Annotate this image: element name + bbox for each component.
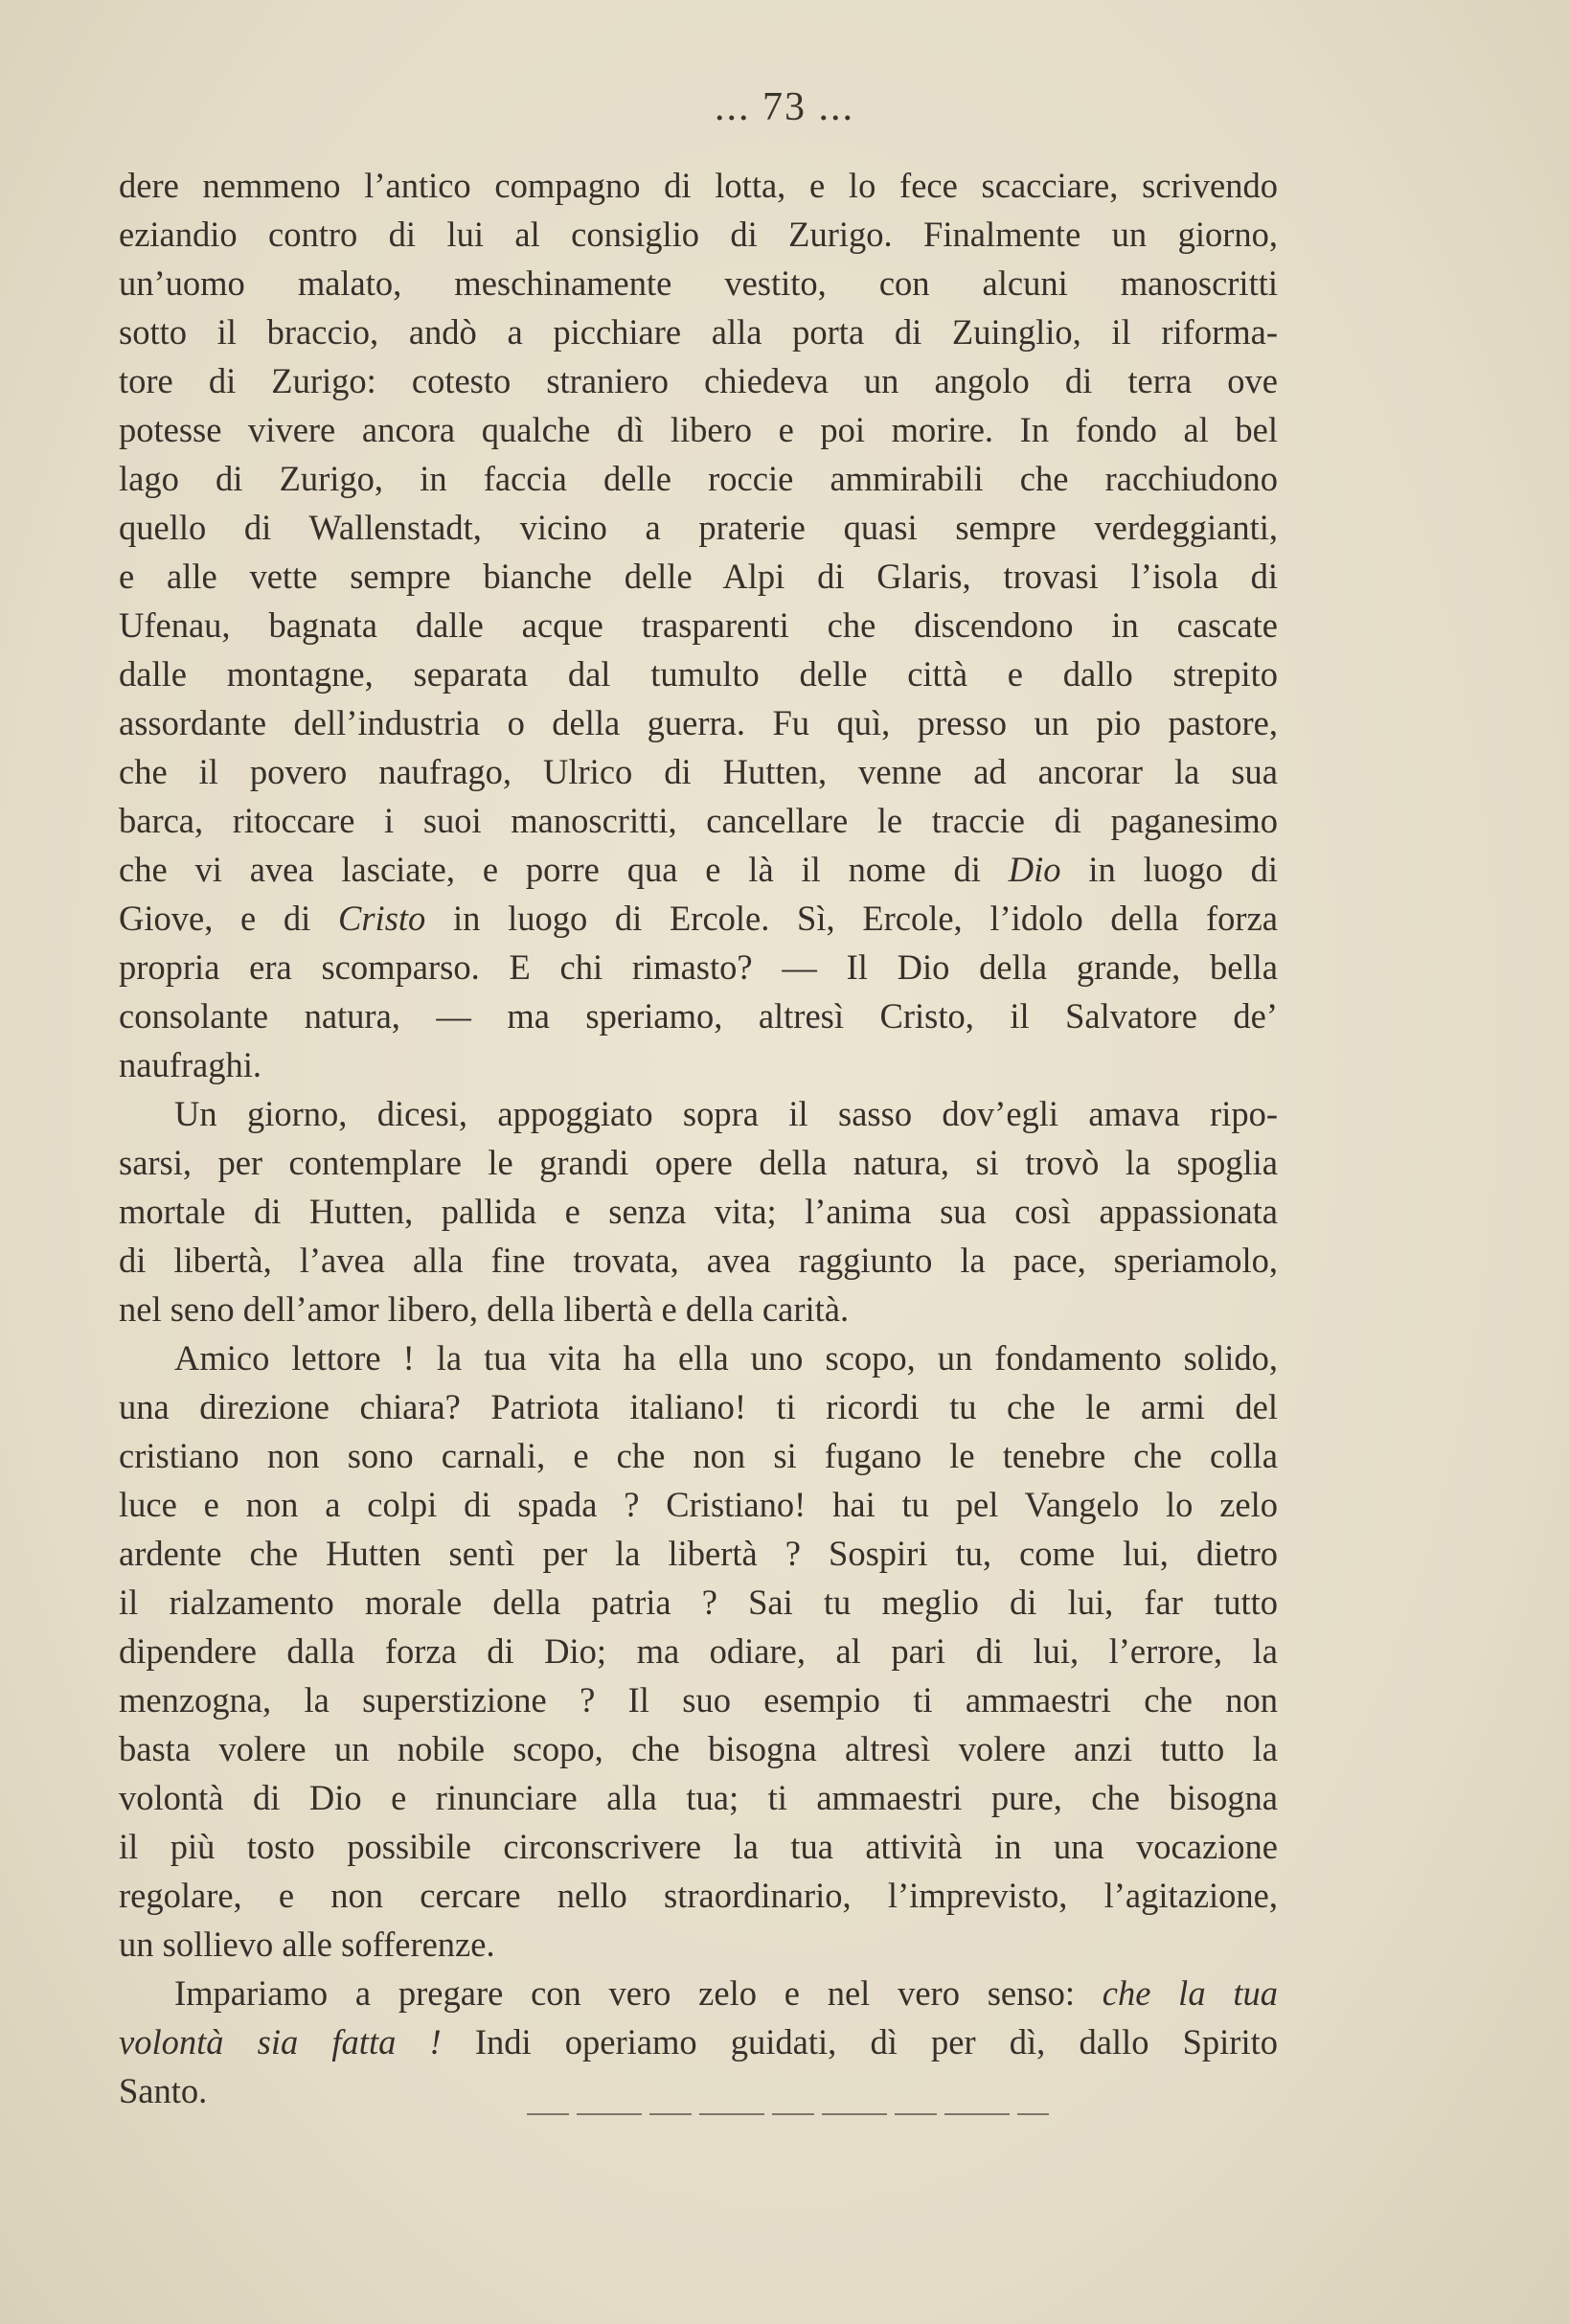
text-line: consolante natura, — ma speriamo, altresì Cristo, il Salvatore de’ bbox=[119, 996, 1278, 1036]
text-line: tore di Zurigo: cotesto straniero chiedeva un angolo di terra ove bbox=[119, 361, 1278, 400]
text-line: potesse vivere ancora qualche dì libero e poi morire. In fondo al bel bbox=[119, 410, 1278, 449]
text-line: Ufenau, bagnata dalle acque trasparenti che discendono in cascate bbox=[119, 605, 1278, 645]
text-line: volontà di Dio e rinunciare alla tua; ti ammaestri pure, che bisogna bbox=[119, 1778, 1278, 1817]
text-line: e alle vette sempre bianche delle Alpi di Glaris, trovasi l’isola di bbox=[119, 557, 1278, 596]
text-line: Santo. bbox=[119, 2071, 208, 2110]
text-line: dipendere dalla forza di Dio; ma odiare, al pari di lui, l’errore, la bbox=[119, 1631, 1278, 1671]
text-line: barca, ritoccare i suoi manoscritti, cancellare le traccie di paganesimo bbox=[119, 801, 1278, 840]
text-line: un’uomo malato, meschinamente vestito, con alcuni manoscritti bbox=[119, 263, 1278, 303]
italic-text: che la tua bbox=[1102, 1973, 1278, 2013]
text-line: eziandio contro di lui al consiglio di Zurigo. Finalmente un giorno, bbox=[119, 215, 1278, 254]
italic-text: Cristo bbox=[338, 899, 426, 938]
text-line: dalle montagne, separata dal tumulto delle città e dallo strepito bbox=[119, 654, 1278, 694]
text-line: Impariamo a pregare con vero zelo e nel vero senso: che la tua bbox=[174, 1973, 1278, 2013]
end-rule bbox=[527, 2113, 1049, 2115]
text-line: Giove, e di Cristo in luogo di Ercole. Sì, Ercole, l’idolo della forza bbox=[119, 899, 1278, 938]
text-line: menzogna, la superstizione ? Il suo esempio ti ammaestri che non bbox=[119, 1680, 1278, 1720]
text-line: quello di Wallenstadt, vicino a praterie quasi sempre verdeggianti, bbox=[119, 508, 1278, 547]
text-line: naufraghi. bbox=[119, 1045, 262, 1084]
text-line: assordante dell’industria o della guerra. Fu quì, presso un pio pastore, bbox=[119, 703, 1278, 742]
text-line: sotto il braccio, andò a picchiare alla porta di Zuinglio, il riforma- bbox=[119, 312, 1278, 352]
text-line: nel seno dell’amor libero, della libertà e della carità. bbox=[119, 1289, 850, 1329]
body-text bbox=[119, 161, 1278, 2115]
page-number: ... 73 ... bbox=[715, 85, 854, 129]
text-line: volontà sia fatta ! Indi operiamo guidati, dì per dì, dallo Spirito bbox=[119, 2022, 1278, 2062]
text-line: dere nemmeno l’antico compagno di lotta, e lo fece scacciare, scrivendo bbox=[119, 166, 1278, 205]
text-line: mortale di Hutten, pallida e senza vita; l’anima sua così appassionata bbox=[119, 1192, 1278, 1231]
text-line: sarsi, per contemplare le grandi opere della natura, si trovò la spoglia bbox=[119, 1143, 1278, 1182]
text-line: Un giorno, dicesi, appoggiato sopra il sasso dov’egli amava ripo- bbox=[174, 1094, 1278, 1133]
text-line: che il povero naufrago, Ulrico di Hutten, venne ad ancorar la sua bbox=[119, 752, 1278, 791]
text-line: cristiano non sono carnali, e che non si fugano le tenebre che colla bbox=[119, 1436, 1278, 1475]
text-line: luce e non a colpi di spada ? Cristiano! hai tu pel Vangelo lo zelo bbox=[119, 1485, 1278, 1524]
italic-text: volontà sia fatta ! bbox=[119, 2022, 442, 2062]
text-line: di libertà, l’avea alla fine trovata, avea raggiunto la pace, speriamolo, bbox=[119, 1241, 1278, 1280]
text-line: propria era scomparso. E chi rimasto? — Il Dio della grande, bella bbox=[119, 947, 1278, 987]
text-line: lago di Zurigo, in faccia delle roccie ammirabili che racchiudono bbox=[119, 459, 1278, 498]
text-line: Amico lettore ! la tua vita ha ella uno scopo, un fondamento solido, bbox=[174, 1338, 1278, 1378]
text-line: basta volere un nobile scopo, che bisogna altresì volere anzi tutto la bbox=[119, 1729, 1278, 1768]
text-line: il più tosto possibile circonscrivere la tua attività in una vocazione bbox=[119, 1827, 1278, 1866]
italic-text: Dio bbox=[1008, 850, 1061, 889]
text-line: un sollievo alle sofferenze. bbox=[119, 1925, 495, 1964]
text-line: il rialzamento morale della patria ? Sai tu meglio di lui, far tutto bbox=[119, 1583, 1278, 1622]
text-line: ardente che Hutten sentì per la libertà ? Sospiri tu, come lui, dietro bbox=[119, 1534, 1278, 1573]
text-line: una direzione chiara? Patriota italiano! ti ricordi tu che le armi del bbox=[119, 1387, 1278, 1426]
text-line: che vi avea lasciate, e porre qua e là il nome di Dio in luogo di bbox=[119, 850, 1278, 889]
text-line: regolare, e non cercare nello straordinario, l’imprevisto, l’agitazione, bbox=[119, 1876, 1278, 1915]
